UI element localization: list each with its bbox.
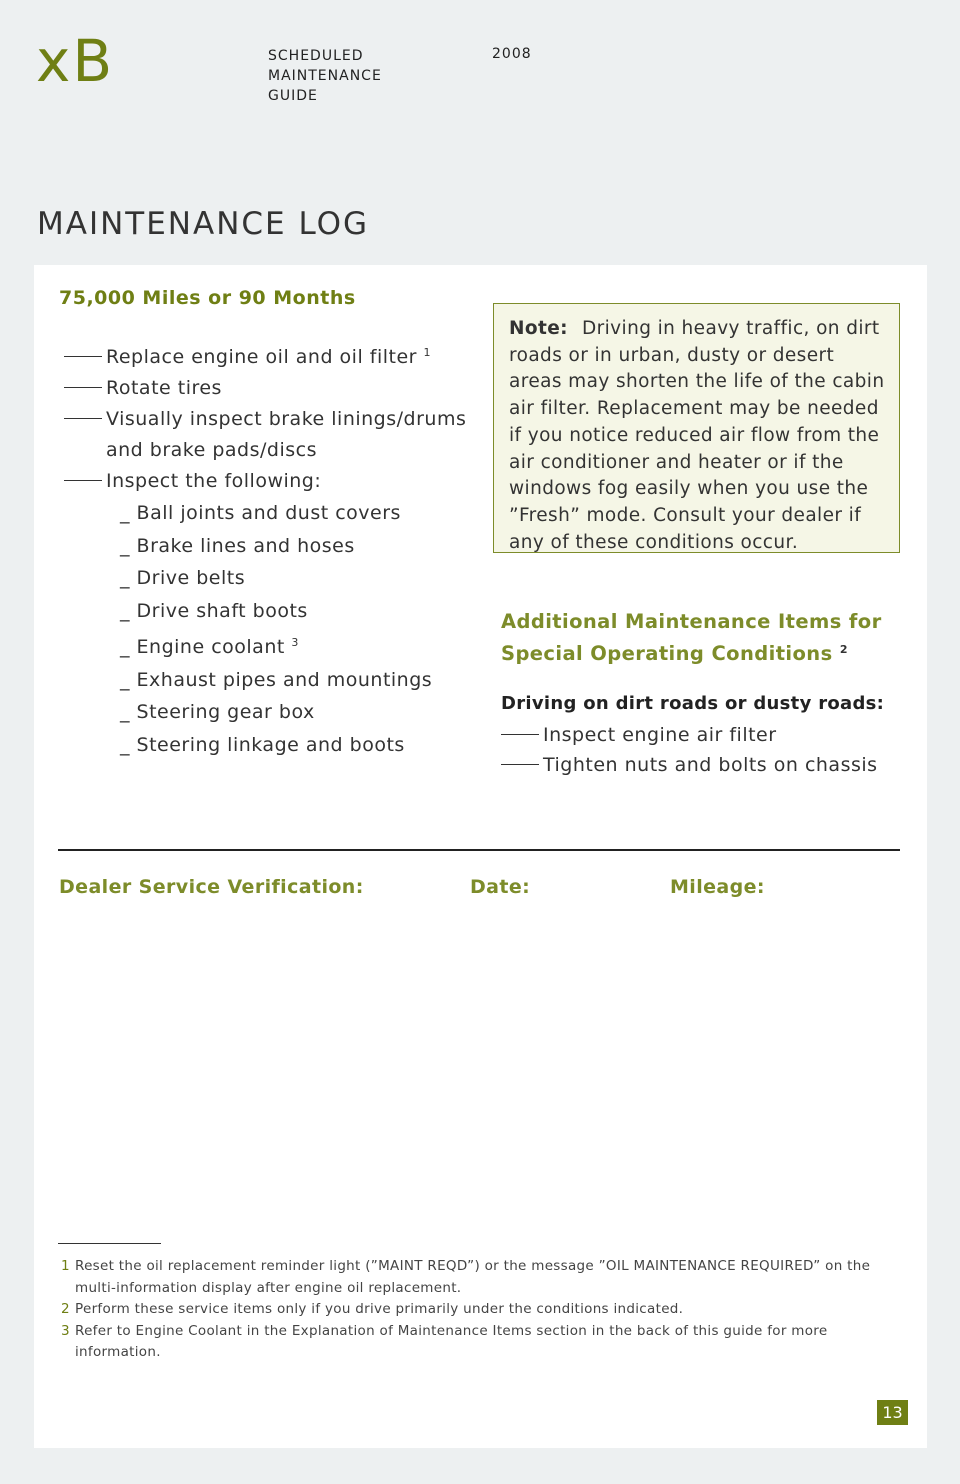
subtask-item: _ Brake lines and hoses — [120, 534, 355, 557]
footnote-text: Perform these service items only if you drive primarily under the conditions indicated. — [75, 1301, 684, 1317]
footnote — [61, 1321, 891, 1364]
page-number: 13 — [877, 1400, 908, 1425]
subtask-label: Brake lines and hoses — [136, 534, 355, 557]
guide-title-line-3: GUIDE — [268, 88, 318, 104]
subtask-label: Exhaust pipes and mountings — [136, 668, 433, 691]
footnote-ref: 3 — [291, 636, 299, 649]
task-item — [64, 466, 484, 497]
subtask-item: _ Drive belts — [120, 567, 246, 589]
note-box — [493, 303, 900, 553]
footnote-divider — [58, 1243, 161, 1244]
note-text: Driving in heavy traffic, on dirt roads or in urban, dusty or desert areas may shorten the life of the cabin air filter. Replacement may be needed if you notice reduced air flow from the air conditioner and heater or if the windows fog easily when you use the ”Fresh” mode. Consult your dealer if any of these conditions occur. — [509, 318, 885, 553]
subtask-label: Steering linkage and boots — [136, 733, 405, 756]
additional-title-text: Special Operating Conditions — [501, 642, 833, 665]
task-item — [64, 373, 484, 404]
checkbox-line[interactable] — [501, 764, 539, 765]
footnote-number: 1 — [61, 1258, 70, 1274]
task-label: Replace engine oil and oil filter — [106, 346, 417, 368]
checkbox-line[interactable] — [64, 387, 102, 388]
additional-title-line-2 — [501, 636, 882, 668]
checkbox-line[interactable] — [64, 480, 102, 481]
page-title: MAINTENANCE LOG — [37, 206, 370, 242]
task-label: Tighten nuts and bolts on chassis — [543, 754, 878, 776]
footnote — [61, 1256, 891, 1299]
checkbox-line[interactable] — [64, 356, 102, 357]
subtask-label: Drive shaft boots — [136, 599, 308, 622]
subtask-item: _ Exhaust pipes and mountings — [120, 668, 433, 691]
note-label: Note: — [509, 318, 568, 339]
footnote — [61, 1299, 891, 1321]
subtask-label: Drive belts — [136, 567, 246, 589]
log-panel — [34, 265, 927, 1448]
footnote-number: 2 — [61, 1301, 70, 1317]
subtask-item: _ Drive shaft boots — [120, 599, 308, 622]
guide-title-line-1: SCHEDULED — [268, 48, 364, 64]
brand-logo: xB — [36, 27, 115, 95]
additional-subheading: Driving on dirt roads or dusty roads: — [501, 693, 885, 714]
footnote-text: Refer to Engine Coolant in the Explanation of Maintenance Items section in the back of this guide for more information. — [75, 1322, 828, 1360]
subtask-item: _ Ball joints and dust covers — [120, 502, 401, 524]
dealer-verification-label: Dealer Service Verification: — [59, 876, 364, 898]
subtask-label: Steering gear box — [136, 701, 315, 723]
footnotes — [61, 1256, 891, 1364]
mileage-label: Mileage: — [670, 876, 765, 898]
footnote-text: Reset the oil replacement reminder light (”MAINT REQD”) or the message ”OIL MAINTENANCE REQUIRED” on the multi-information display after engine oil replacement. — [75, 1258, 871, 1296]
task-item — [501, 720, 878, 750]
task-label: Inspect the following: — [106, 470, 322, 492]
guide-title — [268, 46, 382, 106]
subtask-label: Ball joints and dust covers — [136, 502, 401, 524]
model-year: 2008 — [492, 46, 532, 62]
date-label: Date: — [470, 876, 531, 898]
subtask-item: _ Engine coolant $^3$ — [120, 636, 299, 658]
footnote-ref: 1 — [423, 346, 432, 359]
footnote-ref: 2 — [839, 643, 848, 656]
task-item — [501, 750, 878, 780]
task-list — [64, 337, 484, 761]
additional-items-title — [501, 608, 882, 668]
task-label: Rotate tires — [106, 377, 222, 399]
divider — [58, 849, 900, 851]
subtask-item: _ Steering gear box — [120, 701, 315, 723]
interval-title: 75,000 Miles or 90 Months — [59, 287, 356, 309]
subtask-label: Engine coolant — [136, 636, 285, 658]
guide-title-line-2: MAINTENANCE — [268, 68, 382, 84]
footnote-number: 3 — [61, 1322, 70, 1339]
task-label: Visually inspect brake linings/drums — [106, 408, 467, 430]
task-label: Inspect engine air filter — [543, 724, 777, 746]
checkbox-line[interactable] — [501, 734, 539, 735]
task-item — [64, 337, 484, 373]
task-item — [64, 404, 484, 466]
task-label-continued: and brake pads/discs — [106, 439, 318, 461]
checkbox-line[interactable] — [64, 418, 102, 419]
subtask-item: _ Steering linkage and boots — [120, 733, 405, 756]
additional-title-line-1: Additional Maintenance Items for — [501, 610, 882, 633]
additional-item-list — [501, 720, 878, 780]
